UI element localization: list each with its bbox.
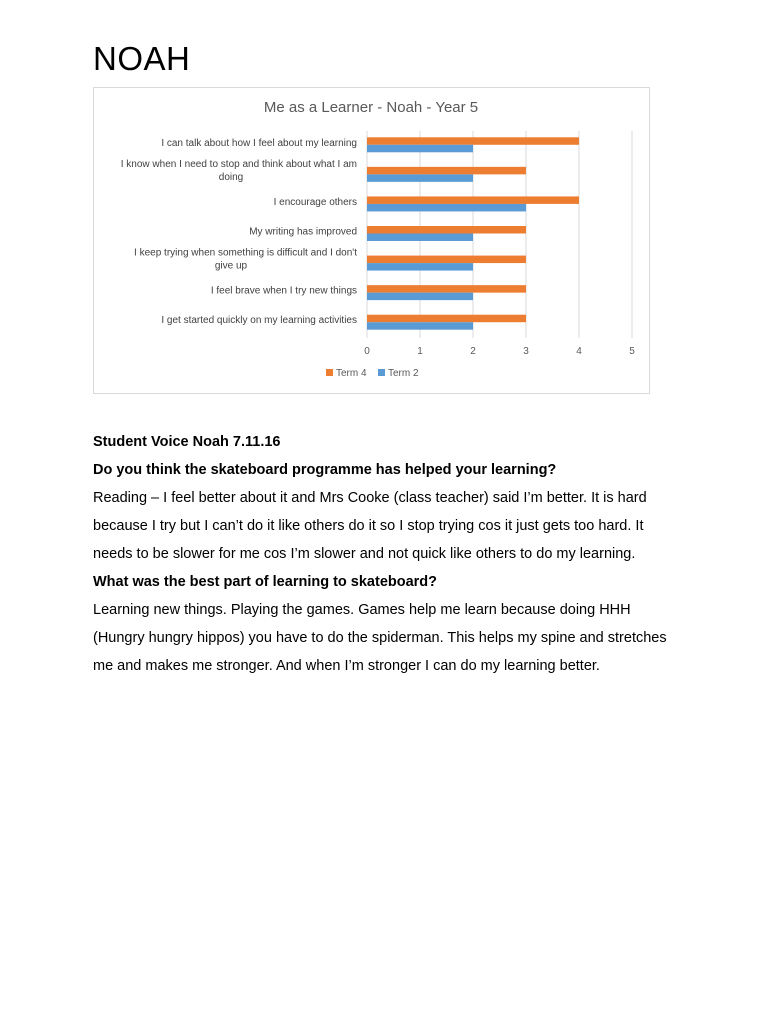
bar-term-4 xyxy=(367,137,579,145)
category-label: I feel brave when I try new things xyxy=(210,285,357,297)
answer-2: Learning new things. Playing the games. Games help me learn because doing HHH (Hungry hungry hippos) you have to do the spiderman. This helps my spine and stretches me and makes me stronger. And when I’m stronger I can do my learning better. xyxy=(93,602,667,674)
legend-label: Term 2 xyxy=(388,368,419,379)
x-tick-label: 0 xyxy=(364,346,370,357)
bar-term-2 xyxy=(367,322,473,330)
bar-term-2 xyxy=(367,263,473,271)
category-label: I keep trying when something is difficult and I don't xyxy=(134,247,357,259)
page-title: NOAH xyxy=(93,40,191,77)
legend-label: Term 4 xyxy=(336,368,367,379)
x-tick-label: 3 xyxy=(523,346,529,357)
legend-swatch xyxy=(326,369,333,376)
answer-1: Reading – I feel better about it and Mrs Cooke (class teacher) said I’m better. It is hard because I try but I can’t do it like others do it so I stop trying cos it just gets too hard. It needs to be slower for me cos I’m slower and not quick like others to do my learning. xyxy=(93,490,647,562)
category-label: My writing has improved xyxy=(249,226,357,238)
question-2: What was the best part of learning to skateboard? xyxy=(93,574,438,590)
category-label: I can talk about how I feel about my learning xyxy=(161,137,357,149)
bar-term-2 xyxy=(367,204,526,212)
x-tick-label: 5 xyxy=(629,346,635,357)
category-label: I get started quickly on my learning activities xyxy=(161,315,357,327)
bar-chart xyxy=(94,88,649,393)
bar-term-2 xyxy=(367,145,473,153)
x-tick-label: 4 xyxy=(576,346,582,357)
category-label: I encourage others xyxy=(273,196,357,208)
category-label: doing xyxy=(218,171,244,183)
question-1: Do you think the skateboard programme has helped your learning? xyxy=(93,462,557,478)
bar-term-4 xyxy=(367,196,579,204)
bar-term-4 xyxy=(367,256,526,263)
chart-container xyxy=(93,87,650,394)
x-tick-label: 2 xyxy=(470,346,476,357)
bar-term-4 xyxy=(367,285,526,293)
legend-swatch xyxy=(378,369,385,376)
section-heading: Student Voice Noah 7.11.16 xyxy=(93,434,281,450)
bar-term-4 xyxy=(367,167,526,175)
chart-title: Me as a Learner - Noah - Year 5 xyxy=(263,99,479,116)
category-label: I know when I need to stop and think about what I am xyxy=(120,158,357,170)
bar-term-2 xyxy=(367,174,473,182)
document-body xyxy=(93,428,678,680)
bar-term-2 xyxy=(367,234,473,242)
bar-term-2 xyxy=(367,293,473,301)
category-label: give up xyxy=(214,260,248,272)
bar-term-4 xyxy=(367,226,526,234)
x-tick-label: 1 xyxy=(417,346,423,357)
bar-term-4 xyxy=(367,315,526,323)
